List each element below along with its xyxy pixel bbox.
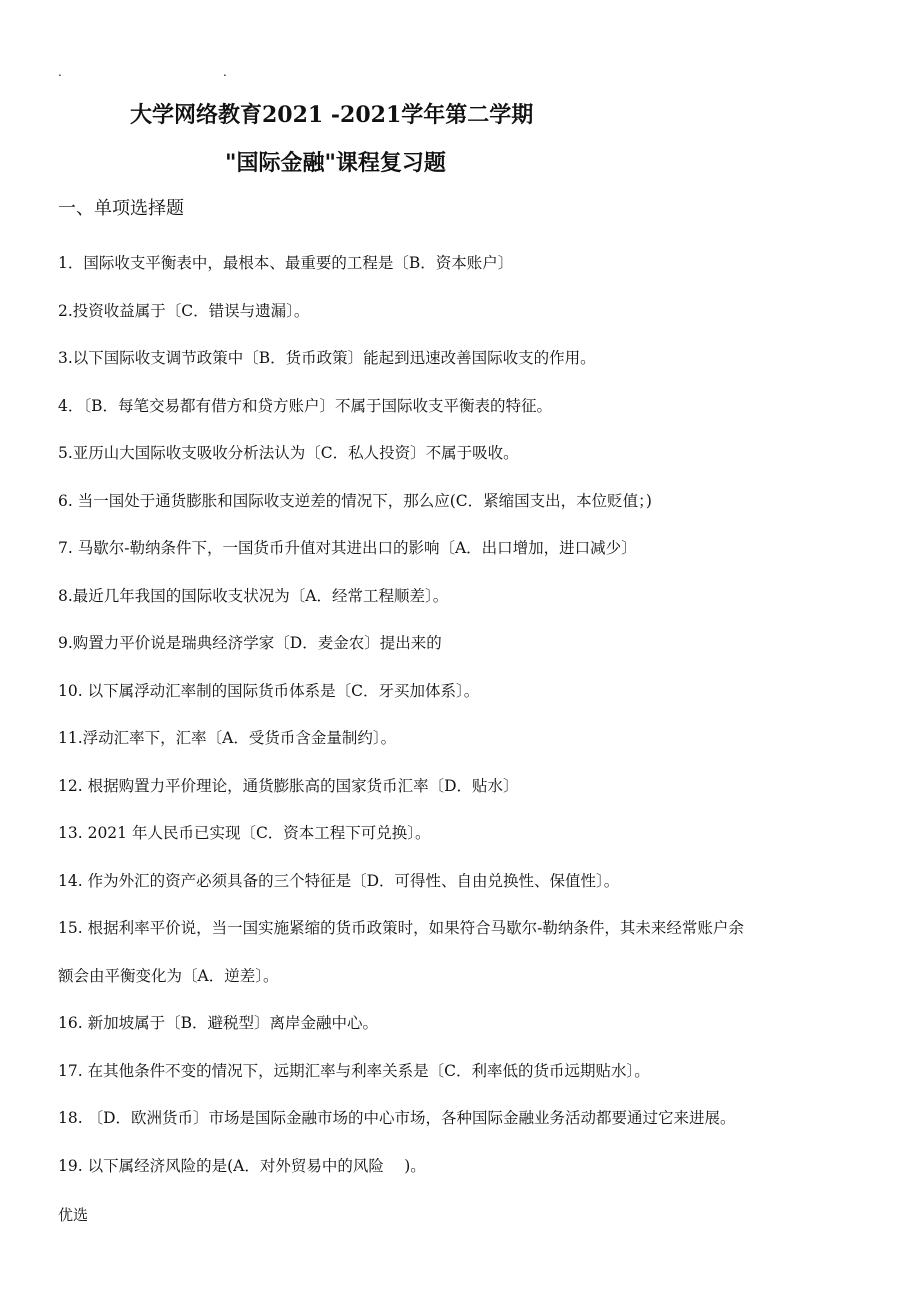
- question-item: 3.以下国际收支调节政策中〔B．货币政策〕能起到迅速改善国际收支的作用。: [58, 349, 596, 367]
- question-item: 9.购置力平价说是瑞典经济学家〔D．麦金农〕提出来的: [58, 634, 442, 652]
- question-item: 2.投资收益属于〔C．错误与遗漏〕。: [58, 301, 310, 320]
- course-title: "国际金融"课程复习题: [225, 150, 446, 176]
- question-item: 15. 根据利率平价说，当一国实施紧缩的货币政策时，如果符合马歇尔-勒纳条件，其未来经常账户余: [58, 919, 744, 937]
- question-item: 12. 根据购置力平价理论，通货膨胀高的国家货币汇率〔D．贴水〕: [58, 776, 519, 795]
- question-list: [58, 240, 878, 1190]
- document-title: 大学网络教育2021 -2021学年第二学期: [130, 102, 534, 128]
- page-footer: 优选: [58, 1206, 89, 1224]
- question-item: 11.浮动汇率下，汇率〔A．受货币含金量制约〕。: [58, 729, 397, 747]
- question-item: 8.最近几年我国的国际收支状况为〔A．经常工程顺差〕。: [58, 586, 449, 605]
- question-item: 7. 马歇尔-勒纳条件下，一国货币升值对其进出口的影响〔A．出口增加，进口减少〕: [58, 539, 637, 557]
- question-item: 5.亚历山大国际收支吸收分析法认为〔C．私人投资〕不属于吸收。: [58, 444, 519, 462]
- question-item: 19. 以下属经济风险的是(A．对外贸易中的风险 )。: [58, 1156, 426, 1175]
- question-item: 4．〔B．每笔交易都有借方和贷方账户〕不属于国际收支平衡表的特征。: [58, 396, 553, 415]
- header-dot-right: .: [223, 65, 227, 79]
- question-item: 18. 〔D．欧洲货币〕市场是国际金融市场的中心市场，各种国际金融业务活动都要通过它来进展。: [58, 1109, 736, 1127]
- question-item: 13. 2021 年人民币已实现〔C．资本工程下可兑换〕。: [58, 824, 431, 842]
- question-item-continuation: 额会由平衡变化为〔A．逆差〕。: [58, 966, 279, 985]
- question-item: 6. 当一国处于通货膨胀和国际收支逆差的情况下，那么应(C．紧缩国支出，本位贬值；): [58, 491, 652, 510]
- section-heading: 一、单项选择题: [58, 198, 184, 219]
- header-dot-left: .: [58, 65, 62, 79]
- question-item: 10. 以下属浮动汇率制的国际货币体系是〔C．牙买加体系〕。: [58, 681, 480, 700]
- question-item: 17. 在其他条件不变的情况下，远期汇率与利率关系是〔C．利率低的货币远期贴水〕。: [58, 1061, 650, 1080]
- question-item: 16. 新加坡属于〔B．避税型〕离岸金融中心。: [58, 1014, 378, 1032]
- question-item: 1．国际收支平衡表中，最根本、最重要的工程是〔B．资本账户〕: [58, 254, 514, 272]
- question-item: 14. 作为外汇的资产必须具备的三个特征是〔D．可得性、自由兑换性、保值性〕。: [58, 871, 620, 890]
